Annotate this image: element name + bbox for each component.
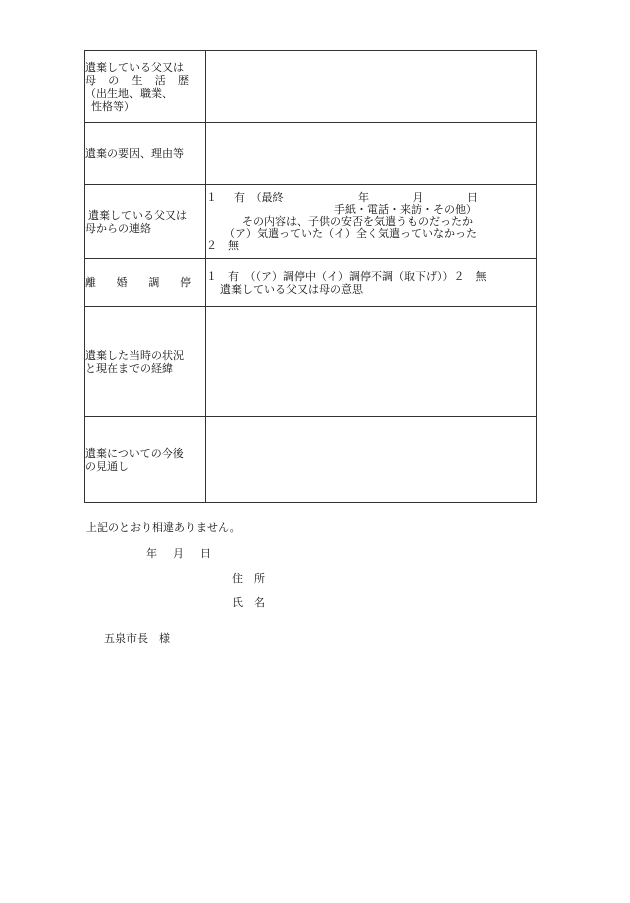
label-cause: 遺棄の要因、理由等: [85, 123, 206, 185]
row-contact: [85, 185, 537, 259]
value-divorce-mediation: [206, 259, 537, 307]
contact-last-date: 年 月 日: [358, 190, 478, 204]
label-circumstances: 遺棄した当時の状況 と現在までの経緯: [85, 307, 206, 417]
addressee: 五泉市長 様: [104, 632, 170, 645]
row-cause: [85, 123, 537, 185]
contact-option-yes: １ 有 （最終 年 月 日: [206, 190, 478, 204]
certify-text: 上記のとおり相違ありません。: [86, 521, 241, 534]
value-outlook[interactable]: [206, 417, 537, 503]
label-life-history: 遺棄している父又は 母 の 生 活 歴 （出生地、職業、 性格等）: [85, 51, 206, 123]
form-table: [84, 50, 537, 503]
contact-means: 手紙・電話・来訪・その他）: [334, 202, 477, 216]
signature-date: 年 月 日: [146, 547, 211, 560]
value-life-history[interactable]: [206, 51, 537, 123]
label-spread: 母 の 生 活 歴: [85, 73, 189, 87]
value-circumstances[interactable]: [206, 307, 537, 417]
address-label: 住 所: [232, 572, 265, 585]
contact-content-question: その内容は、子供の安否を気遣うものだったか: [242, 214, 473, 228]
row-life-history: [85, 51, 537, 123]
contact-option-no: ２ 無: [206, 238, 239, 252]
divorce-status: １ 有 （（ア）調停中（イ）調停不調（取下げ））２ 無: [206, 269, 487, 283]
name-label: 氏 名: [232, 596, 265, 609]
row-divorce-mediation: [85, 259, 537, 307]
row-outlook: [85, 417, 537, 503]
label-contact: 遺棄している父又は 母からの連絡: [85, 185, 206, 259]
row-circumstances: [85, 307, 537, 417]
value-cause[interactable]: [206, 123, 537, 185]
label-outlook: 遺棄についての今後 の見通し: [85, 417, 206, 503]
value-contact: [206, 185, 537, 259]
divorce-intent-label: 遺棄している父又は母の意思: [220, 282, 363, 296]
contact-content-answer: （ア）気遣っていた（イ）全く気遣っていなかった: [224, 226, 477, 240]
label-divorce-mediation: 離 婚 調 停: [85, 259, 206, 307]
